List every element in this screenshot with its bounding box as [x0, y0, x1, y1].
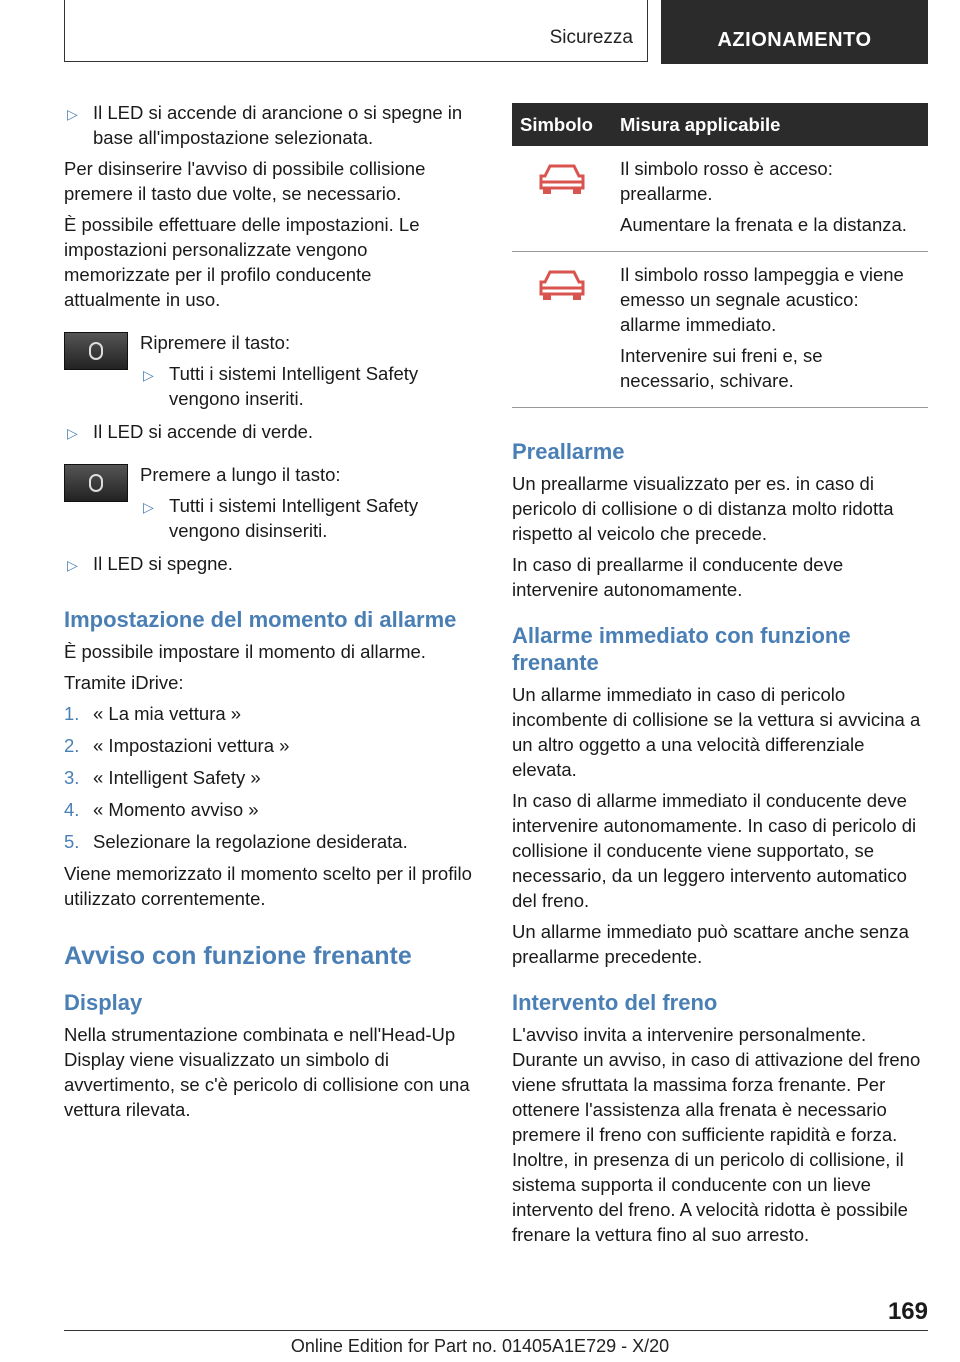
bullet-item: ▷ Il LED si spegne. [64, 551, 472, 576]
heading-moment: Impostazione del momento di allarme [64, 607, 457, 632]
bullet-item: ▷ Il LED si accende di verde. [64, 419, 472, 444]
paragraph: È possibile impostare il momento di allarme. [64, 641, 426, 662]
chapter-tab [661, 0, 928, 64]
table-row: Il simbolo rosso è acceso: preallarme. Aumentare la frenata e la distanza. [512, 146, 928, 252]
section-tab [64, 0, 648, 62]
paragraph: In caso di preallarme il conducente deve intervenire autonomamente. [512, 554, 844, 600]
bullet-triangle-icon: ▷ [67, 106, 78, 122]
table-row: Il simbolo rosso lampeggia e viene emesso un segnale acustico: allarme immediato. Intervenire sui freni e, se necessario, schivare. [512, 252, 928, 408]
steps-list [64, 701, 472, 854]
bullet-item: ▷ Tutti i sistemi Intelligent Safety vengono disinseriti. [143, 495, 419, 541]
bullet-triangle-icon: ▷ [143, 367, 154, 383]
list-item: 5. Selezionare la regolazione desiderata. [64, 831, 408, 852]
button-instruction [64, 330, 472, 411]
chapter-label: AZIONAMENTO [717, 29, 872, 51]
table-header-symbol: Simbolo [512, 103, 612, 146]
safety-button-icon [64, 464, 128, 502]
list-item: 3. « Intelligent Safety » [64, 767, 261, 788]
bullet-item: ▷ Il LED si accende di arancione o si spegne in base all'impostazione selezionata. [67, 102, 463, 148]
heading-immediate: Allarme immediato con funzione frenante [512, 623, 851, 675]
right-column [512, 103, 928, 1253]
paragraph: Viene memorizzato il momento scelto per il profilo utilizzato correntemente. [64, 863, 472, 909]
bullet-triangle-icon: ▷ [67, 557, 78, 573]
list-item: 4. « Momento avviso » [64, 799, 259, 820]
paragraph: Un allarme immediato in caso di pericolo incombente di collisione se la vettura si avvicina a un altro oggetto a una velocità differenziale elevata. [512, 684, 921, 780]
bullet-triangle-icon: ▷ [143, 499, 154, 515]
table-header-measure: Misura applicabile [612, 103, 928, 146]
page-number: 169 [887, 1298, 928, 1325]
car-warning-icon [537, 162, 587, 196]
car-warning-icon [537, 268, 587, 302]
paragraph: È possibile effettuare delle impostazioni. Le impostazioni personalizzate vengono memorizzate per il profilo conducente attualmente in uso. [64, 214, 420, 310]
paragraph: In caso di allarme immediato il conducente deve intervenire autonomamente. In caso di pericolo di collisione il conducente viene supportato, se necessario, da un leggero intervento automatico del freno. [512, 790, 917, 911]
list-item: 1. « La mia vettura » [64, 703, 242, 724]
list-item: 2. « Impostazioni vettura » [64, 735, 290, 756]
left-column [64, 100, 472, 1128]
bullet-item: ▷ Tutti i sistemi Intelligent Safety vengono inseriti. [143, 363, 419, 409]
instruction-label: Premere a lungo il tasto: [140, 464, 341, 485]
heading-brake: Intervento del freno [512, 990, 718, 1015]
page-header [64, 0, 928, 64]
paragraph: L'avviso invita a intervenire personalmente. Durante un avviso, in caso di attivazione del freno viene sfruttata la massima forza frenante. Per ottenere l'assistenza alla frenata è necessario premere il freno con sufficiente rapidità e forza. Inoltre, in presenza di un pericolo di collisione, il sistema supporta il conducente con un lieve intervento del freno. A velocità ridotta è possibile frenare la vettura fino al suo arresto. [512, 1024, 921, 1245]
paragraph: Per disinserire l'avviso di possibile collisione premere il tasto due volte, se necessario. [64, 158, 426, 204]
heading-preallarme: Preallarme [512, 439, 625, 464]
button-instruction [64, 462, 472, 543]
edition-footer: Online Edition for Part no. 01405A1E729 - X/20 [290, 1336, 670, 1356]
paragraph: Un allarme immediato può scattare anche senza preallarme precedente. [512, 921, 909, 967]
instruction-label: Ripremere il tasto: [140, 332, 291, 353]
footer-divider [64, 1330, 928, 1331]
bullet-triangle-icon: ▷ [67, 425, 78, 441]
paragraph: Tramite iDrive: [64, 672, 184, 693]
section-label: Sicurezza [549, 27, 633, 48]
symbol-table [512, 103, 928, 408]
safety-button-icon [64, 332, 128, 370]
paragraph: Un preallarme visualizzato per es. in caso di pericolo di collisione o di distanza molto ridotta rispetto al veicolo che precede. [512, 473, 894, 544]
heading-display: Display [64, 990, 143, 1015]
paragraph: Nella strumentazione combinata e nell'Head-Up Display viene visualizzato un simbolo di avvertimento, se c'è pericolo di collisione con una vettura rilevata. [64, 1024, 470, 1120]
heading-avviso: Avviso con funzione frenante [64, 942, 412, 970]
